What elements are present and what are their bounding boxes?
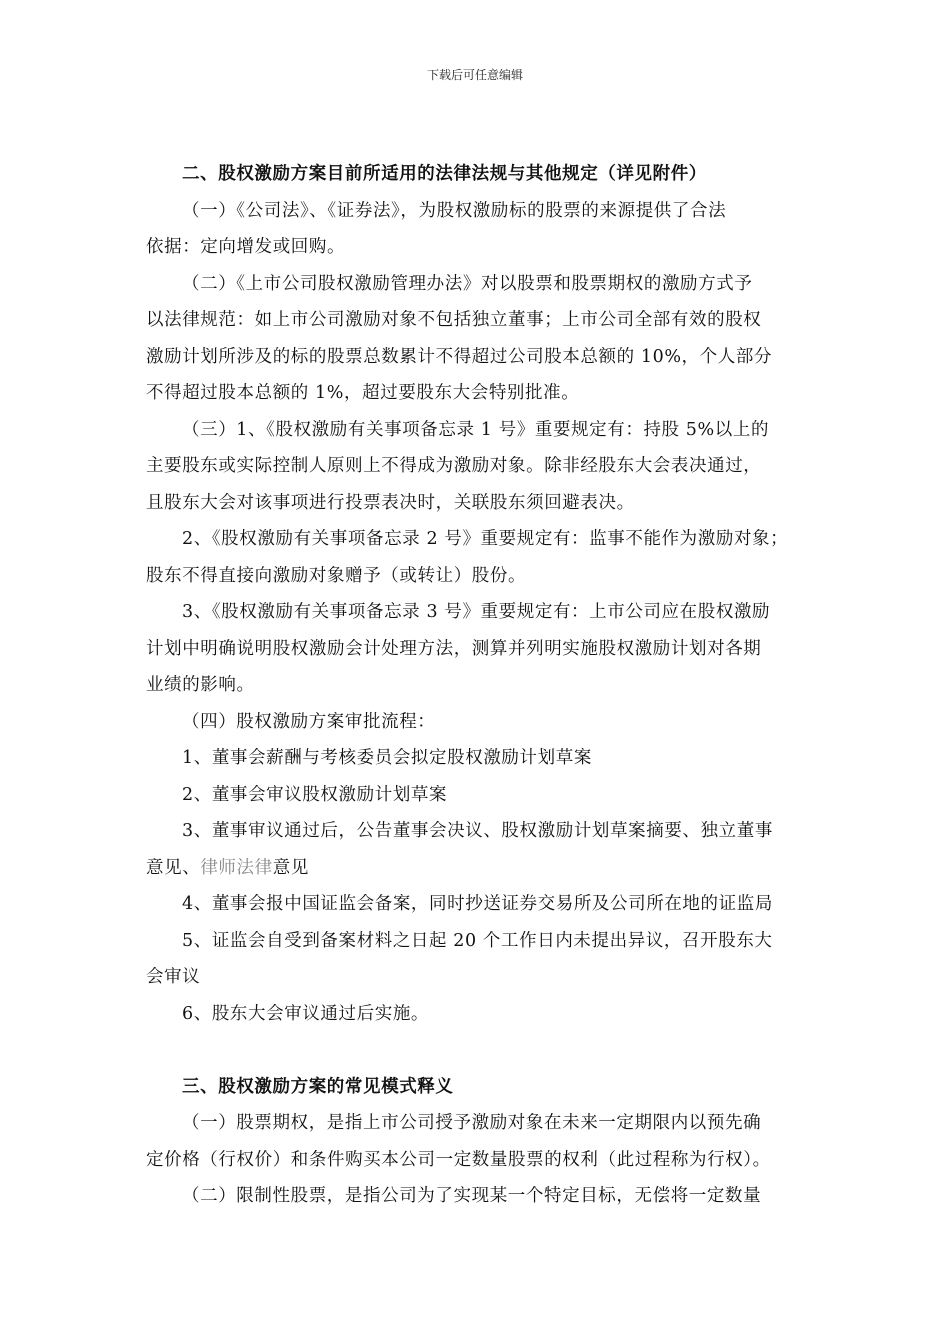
lawyer-opinion-link-text: 律师法律 xyxy=(200,857,273,878)
approval-step-2: 2、董事会审议股权激励计划草案 xyxy=(182,784,448,805)
paragraph-line: 定价格（行权价）和条件购买本公司一定数量股票的权利（此过程称为行权）。 xyxy=(146,1149,771,1170)
approval-step-3-continued xyxy=(146,850,816,887)
paragraph-line: 不得超过股本总额的 1%，超过要股东大会特别批准。 xyxy=(146,383,580,403)
paragraph-line: （二）《上市公司股权激励管理办法》对以股票和股票期权的激励方式予 xyxy=(182,273,753,294)
paragraph-line: （二）限制性股票，是指公司为了实现某一个特定目标，无偿将一定数量 xyxy=(182,1186,762,1206)
download-edit-note: 下载后可任意编辑 xyxy=(426,68,523,82)
approval-process-heading: （四）股权激励方案审批流程： xyxy=(182,711,436,732)
approval-step-5-continued: 会审议 xyxy=(146,967,201,987)
approval-step-3: 3、董事审议通过后，公告董事会决议、股权激励计划草案摘要、独立董事 xyxy=(182,821,773,841)
approval-step-1: 1、董事会薪酬与考核委员会拟定股权激励计划草案 xyxy=(182,748,592,768)
section-3-heading: 三、股权激励方案的常见模式释义 xyxy=(182,1076,454,1097)
section-2-heading: 二、股权激励方案目前所适用的法律法规与其他规定（详见附件） xyxy=(182,164,707,184)
paragraph-line: 3、《股权激励有关事项备忘录 3 号》重要规定有：上市公司应在股权激励 xyxy=(182,602,771,622)
step-3-text: 意见、 xyxy=(146,857,201,878)
step-3-text-end: 意见 xyxy=(272,857,309,878)
section-gap xyxy=(146,1032,816,1069)
document-body xyxy=(146,156,816,1215)
paragraph-line: （一）《公司法》、《证券法》，为股权激励标的股票的来源提供了合法 xyxy=(182,200,727,221)
paragraph-line: 股东不得直接向激励对象赠予（或转让）股份。 xyxy=(146,565,527,586)
paragraph-line: 依据：定向增发或回购。 xyxy=(146,237,346,257)
approval-step-6: 6、股东大会审议通过后实施。 xyxy=(182,1003,430,1024)
paragraph-line: 2、《股权激励有关事项备忘录 2 号》重要规定有：监事不能作为激励对象； xyxy=(182,529,789,549)
paragraph-line: 计划中明确说明股权激励会计处理方法，测算并列明实施股权激励计划对各期 xyxy=(146,638,762,659)
paragraph-line: 激励计划所涉及的标的股票总数累计不得超过公司股本总额的 10%，个人部分 xyxy=(146,346,773,367)
paragraph-line: 且股东大会对该事项进行投票表决时，关联股东须回避表决。 xyxy=(146,492,635,513)
paragraph-line: 业绩的影响。 xyxy=(146,675,255,695)
paragraph-line: （三）1、《股权激励有关事项备忘录 1 号》重要规定有：持股 5%以上的 xyxy=(182,419,770,440)
paragraph-line: （一）股票期权，是指上市公司授予激励对象在未来一定期限内以预先确 xyxy=(182,1113,762,1133)
paragraph-line: 以法律规范：如上市公司激励对象不包括独立董事；上市公司全部有效的股权 xyxy=(146,310,762,330)
approval-step-4: 4、董事会报中国证监会备案，同时抄送证券交易所及公司所在地的证监局 xyxy=(182,894,773,914)
paragraph-line: 主要股东或实际控制人原则上不得成为激励对象。除非经股东大会表决通过， xyxy=(146,456,762,476)
approval-step-5: 5、证监会自受到备案材料之日起 20 个工作日内未提出异议，召开股东大 xyxy=(182,930,773,951)
